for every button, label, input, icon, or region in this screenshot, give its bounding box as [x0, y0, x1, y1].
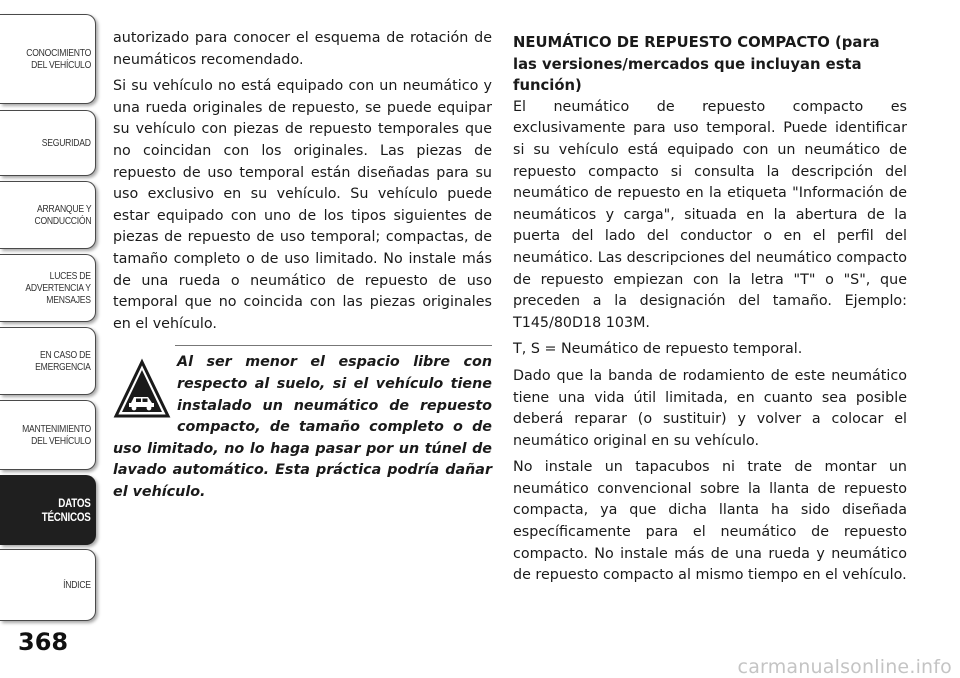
tab-label: MANTENIMIENTO DEL VEHÍCULO — [22, 423, 91, 447]
tab-en-caso-de-emergencia[interactable] — [0, 327, 96, 395]
page-number: 368 — [18, 628, 69, 656]
left-text-column — [113, 28, 492, 508]
paragraph: Dado que la banda de rodamiento de este neumático tiene una vida útil limitada, en cuanto sea posible deberá reparar (o sustituir) y volver a colocar el neumático original en su vehículo. — [513, 367, 907, 449]
paragraph: autorizado para conocer el esquema de rotación de neumáticos recomendado. — [113, 30, 492, 68]
right-text-column — [513, 28, 907, 592]
paragraph: Si su vehículo no está equipado con un neumático y una rueda originales de repuesto, se puede equipar su vehículo con piezas de repuesto temporales que no coincidan con los originales. Las piezas de repuesto de uso temporal están diseñadas para su uso exclusivo en su vehículo. Su vehículo puede estar equipado con uno de los tipos siguientes de piezas de repuesto de uso temporal; compactas, de tamaño completo o de uso limitado. No instale más de una rueda o neumático de repuesto de uso temporal que no coincida con las piezas originales en el vehículo. — [113, 78, 492, 332]
tab-label: DATOS TÉCNICOS — [42, 496, 91, 524]
watermark: carmanualsonline.info — [737, 656, 952, 678]
chapter-tabs-sidebar — [0, 0, 100, 678]
paragraph: No instale un tapacubos ni trate de montar un neumático convencional sobre la llanta de repuesto compacta, ya que dicha llanta ha sido diseñada específicamente para el neumático de repuesto compacto. No instale más de una rueda y neumático de repuesto compacto al mismo tiempo en el vehículo. — [513, 459, 907, 584]
tab-seguridad[interactable] — [0, 110, 96, 176]
paragraph: El neumático de repuesto compacto es exclusivamente para uso temporal. Puede identificar si su vehículo está equipado con un neumático de repuesto compacto si consulta la descripción del neumático de repuesto en la etiqueta "Información de neumáticos y carga", situada en la abertura de la puerta del lado del conductor o en el perfil del neumático. Las descripciones del neumático compacto de repuesto empiezan con la letra "T" o "S", que preceden a la designación del tamaño. Ejemplo: T145/80D18 103M. — [513, 98, 907, 331]
warning-block — [113, 345, 492, 503]
tab-label: ÍNDICE — [63, 579, 91, 591]
tab-label: SEGURIDAD — [42, 137, 91, 149]
tab-label: LUCES DE ADVERTENCIA Y MENSAJES — [25, 270, 91, 306]
warning-divider — [175, 345, 492, 346]
paragraph: T, S = Neumático de repuesto temporal. — [513, 341, 803, 358]
tab-conocimiento-del-vehiculo[interactable] — [0, 14, 96, 104]
tab-label: EN CASO DE EMERGENCIA — [35, 349, 91, 373]
tab-mantenimiento-del-vehiculo[interactable] — [0, 400, 96, 470]
warning-text: Al ser menor el espacio libre con respecto al suelo, si el vehículo tiene instalado un neumático de repuesto compacto, de tamaño completo o de uso limitado, no lo haga pasar por un túnel de lavado automático. Esta práctica podría dañar el vehículo. — [113, 354, 492, 500]
warning-triangle-car-icon — [113, 358, 171, 422]
tab-indice[interactable] — [0, 549, 96, 621]
tab-luces-de-advertencia[interactable] — [0, 254, 96, 322]
tab-label: CONOCIMIENTO DEL VEHÍCULO — [26, 47, 91, 71]
section-heading: NEUMÁTICO DE REPUESTO COMPACTO (para las versiones/mercados que incluyan esta función) — [513, 34, 880, 95]
tab-arranque-y-conduccion[interactable] — [0, 181, 96, 249]
tab-datos-tecnicos[interactable] — [0, 475, 96, 545]
tab-label: ARRANQUE Y CONDUCCIÓN — [34, 203, 91, 227]
